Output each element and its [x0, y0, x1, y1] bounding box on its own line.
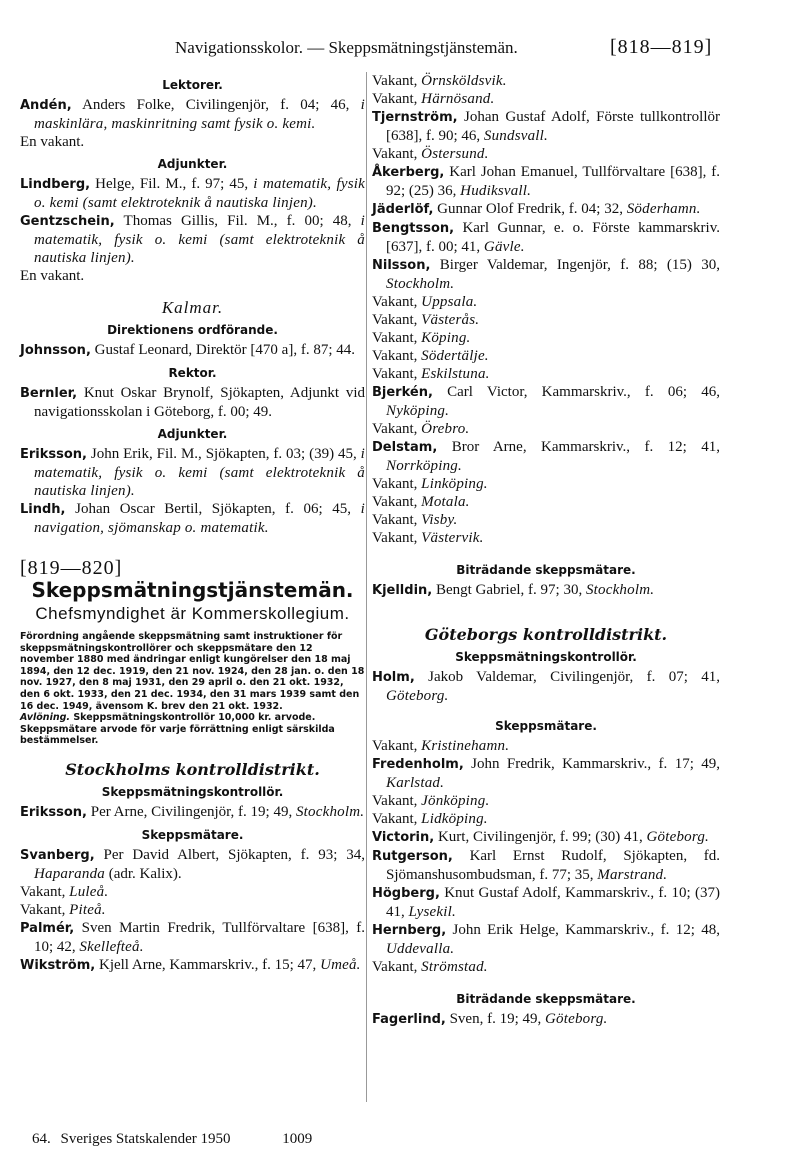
list-item [20, 500, 365, 537]
list-item [372, 884, 720, 921]
entry-text: Vakant, [372, 738, 422, 754]
entry-italic: Stockholm. [295, 803, 365, 820]
list-bitradande-gbg [372, 1010, 720, 1029]
list-adjunkter [20, 175, 365, 285]
person-surname: Eriksson, [20, 447, 87, 462]
entry-tail: (adr. Kalix). [104, 865, 182, 882]
person-surname: Andén, [20, 98, 72, 113]
entry-italic: Umeå. [320, 956, 361, 973]
entry-italic: Stockholm. [585, 582, 655, 598]
entry-italic: Jönköping. [421, 793, 490, 809]
list-item [372, 329, 720, 347]
heading-direktion: Direktionens ordförande. [107, 323, 278, 337]
entry-text: Vakant, [372, 476, 422, 492]
entry-text: En vakant. [20, 268, 85, 284]
footer-page-number: 64. [32, 1131, 51, 1147]
entry-text: Birger Valdemar, Ingenjör, f. 88; (15) 30, [430, 257, 720, 273]
entry-italic: Uppsala. [421, 294, 478, 310]
list-lektorer [20, 96, 365, 151]
entry-text: Vakant, [372, 421, 422, 437]
entry-text: Vakant, [372, 811, 422, 827]
heading-adjunkter-kalmar: Adjunkter. [157, 427, 228, 441]
entry-italic: Göteborg. [646, 829, 709, 845]
entry-text: Vakant, [372, 512, 422, 528]
list-matare-continued [372, 72, 720, 547]
list-item [20, 341, 365, 360]
salary-note [20, 712, 365, 747]
person-surname: Svanberg, [20, 847, 95, 863]
entry-text: Bengt Gabriel, f. 97; 30, [432, 582, 586, 598]
entry-italic: Motala. [421, 494, 470, 510]
list-item [372, 420, 720, 438]
person-surname: Bernler, [20, 386, 78, 401]
entry-italic: Lysekil. [408, 904, 456, 920]
list-item [372, 347, 720, 365]
heading-matare-gbg: Skeppsmätare. [495, 719, 597, 733]
entry-text: Per David Albert, Sjökapten, f. 93; 34, [94, 846, 365, 863]
person-surname: Kjelldin, [372, 583, 433, 598]
entry-text: Vakant, [372, 146, 422, 162]
list-item [372, 219, 720, 256]
entry-text: Carl Victor, Kammarskriv., f. 06; 46, [432, 384, 720, 400]
person-surname: Tjernström, [372, 110, 458, 125]
person-surname: Gentzschein, [20, 214, 115, 229]
heading-kontrollor-sthlm: Skeppsmätningskontrollör. [101, 784, 284, 799]
entry-italic: i maskinlära, maskinritning samt fysik o. kemi. [34, 97, 365, 132]
entry-text: Kjell Arne, Kammarskriv., f. 15; 47, [95, 956, 321, 973]
list-item [372, 293, 720, 311]
person-surname: Bengtsson, [372, 221, 455, 236]
list-matare-sthlm [20, 846, 365, 975]
entry-italic: Strömstad. [421, 959, 488, 975]
list-kontrollor-gbg [372, 668, 720, 705]
entry-italic: Visby. [421, 512, 458, 528]
person-surname: Wikström, [20, 957, 96, 973]
entry-text: Sven Martin Fredrik, Tullförvaltare [638], f. 10; 42, [34, 919, 365, 955]
right-column [372, 72, 720, 1029]
list-item [20, 445, 365, 500]
list-item [372, 200, 720, 219]
list-item [20, 901, 365, 919]
entry-italic: i matematik, fysik o. kemi (samt elektroteknik å nautiska linjen). [34, 446, 365, 499]
section-subtitle: Chefsmyndighet är Kommerskollegium. [35, 604, 350, 623]
list-item [372, 921, 720, 958]
heading-bitradande-sthlm: Biträdande skeppsmätare. [456, 563, 636, 577]
entry-text: Sven, f. 19; 49, [445, 1011, 546, 1027]
list-item [372, 511, 720, 529]
entry-italic: Kristinehamn. [421, 738, 510, 754]
heading-matare-sthlm: Skeppsmätare. [141, 827, 244, 842]
list-adjunkter-kalmar [20, 445, 365, 537]
person-surname: Fredenholm, [372, 757, 464, 772]
section-number: [819—820] [20, 557, 123, 579]
list-item [20, 175, 365, 212]
entry-text: Vakant, [372, 530, 422, 546]
person-surname: Johnsson, [20, 343, 91, 358]
entry-italic: Göteborg. [386, 688, 449, 704]
list-item [372, 668, 720, 705]
entry-text: Vakant, [372, 330, 422, 346]
list-item [372, 792, 720, 810]
heading-bitradande-gbg: Biträdande skeppsmätare. [456, 992, 636, 1006]
person-surname: Victorin, [372, 830, 435, 845]
heading-kalmar: Kalmar. [161, 298, 224, 317]
entry-text: Anders Folke, Civilingenjör, f. 04; 46, [71, 97, 361, 113]
list-item [20, 883, 365, 901]
entry-italic: Västervik. [421, 530, 484, 546]
salary-label: Avlöning. [20, 712, 71, 724]
list-item [20, 384, 365, 421]
list-bitradande-sthlm [372, 581, 720, 600]
entry-text: En vakant. [20, 134, 85, 150]
entry-text: Vakant, [372, 366, 422, 382]
entry-text: Vakant, [20, 883, 70, 900]
entry-text: Kurt, Civilingenjör, f. 99; (30) 41, [434, 829, 647, 845]
list-item [372, 828, 720, 847]
entry-text: John Fredrik, Kammarskriv., f. 17; 49, [463, 756, 720, 772]
list-item [372, 72, 720, 90]
section-title: Skeppsmätningstjänstemän. [31, 578, 354, 602]
list-rektor [20, 384, 365, 421]
list-item [372, 581, 720, 600]
list-item [372, 529, 720, 547]
list-item [372, 1010, 720, 1029]
entry-italic: Södertälje. [421, 348, 489, 364]
person-surname: Nilsson, [372, 258, 431, 273]
list-kontrollor-sthlm [20, 803, 365, 822]
entry-italic: Lidköping. [421, 811, 488, 827]
entry-italic: Karlstad. [386, 775, 445, 791]
heading-adjunkter: Adjunkter. [157, 157, 228, 171]
entry-text: Johan Gustaf Adolf, Förste tullkontrollör [638], f. 90; 46, [386, 109, 720, 144]
entry-text: Knut Gustaf Adolf, Kammarskriv., f. 10; (37) 41, [386, 885, 720, 920]
list-item [372, 365, 720, 383]
list-item [372, 475, 720, 493]
list-item [20, 267, 365, 285]
entry-text: Gunnar Olof Fredrik, f. 04; 32, [433, 201, 627, 217]
footer-publication: Sveriges Statskalender 1950 [60, 1131, 231, 1147]
list-item [372, 383, 720, 420]
list-item [20, 803, 365, 822]
person-surname: Lindberg, [20, 177, 91, 192]
person-surname: Hernberg, [372, 923, 447, 938]
heading-stockholm-district: Stockholms kontrolldistrikt. [65, 759, 320, 779]
entry-text: Helge, Fil. M., f. 97; 45, [90, 176, 254, 192]
entry-italic: Nyköping. [386, 403, 450, 419]
entry-text: Vakant, [372, 348, 422, 364]
entry-italic: Hudiksvall. [460, 183, 532, 199]
entry-text: Bror Arne, Kammarskriv., f. 12; 41, [437, 439, 720, 455]
entry-text: Vakant, [372, 793, 422, 809]
entry-text: Thomas Gillis, Fil. M., f. 00; 48, [114, 213, 361, 229]
list-matare-gbg [372, 737, 720, 976]
entry-italic: Söderhamn. [626, 201, 701, 217]
entry-italic: i navigation, sjömanskap o. matematik. [34, 501, 365, 536]
entry-italic: Stockholm. [386, 276, 455, 292]
person-surname: Jäderlöf, [372, 202, 434, 217]
list-item [372, 438, 720, 475]
running-head-title: Navigationsskolor. — Skeppsmätningstjänstemän. [175, 38, 518, 57]
list-item [20, 846, 365, 883]
entry-text: John Erik, Fil. M., Sjökapten, f. 03; (39) 45, [87, 446, 361, 462]
entry-italic: Sundsvall. [483, 128, 548, 144]
entry-text: Karl Ernst Rudolf, Sjökapten, fd. Sjömanshusombudsman, f. 77; 35, [386, 848, 720, 883]
list-item [372, 108, 720, 145]
entry-text: Vakant, [372, 73, 422, 89]
entry-italic: Göteborg. [545, 1011, 608, 1027]
list-item [372, 737, 720, 755]
entry-italic: Örnsköldsvik. [421, 73, 507, 89]
salary-text: Skeppsmätningskontrollör 10,000 kr. arvode. Skeppsmätare arvode för varje förrättning enligt särskilda bestämmelser. [20, 712, 335, 747]
entry-text: Vakant, [372, 294, 422, 310]
person-surname: Lindh, [20, 502, 66, 517]
person-surname: Åkerberg, [372, 165, 445, 180]
entry-italic: Marstrand. [597, 867, 668, 883]
list-item [372, 163, 720, 200]
entry-italic: Luleå. [69, 883, 109, 900]
entry-italic: Linköping. [421, 476, 488, 492]
entry-text: Vakant, [20, 901, 70, 918]
entry-italic: Örebro. [421, 421, 470, 437]
list-item [20, 956, 365, 975]
entry-text: Vakant, [372, 91, 422, 107]
left-column [20, 72, 365, 975]
person-surname: Palmér, [20, 920, 75, 936]
heading-rektor: Rektor. [168, 366, 217, 380]
regulation-note: Förordning angående skeppsmätning samt instruktioner för skeppsmätningskontrollörer och skeppsmätare den 12 november 1880 med ändringar enligt kungörelser den 18 maj 1894, den 12 dec. 1919, den 21 nov. 1924, den 28 jan. o. den 18 nov. 1927, den 8 maj 1931, den 29 april o. den 21 okt. 1932, den 6 okt. 1933, den 21 dec. 1934, den 31 mars 1939 samt den 16 dec. 1949, ävensom K. brev den 21 okt. 1932. [20, 631, 365, 712]
list-direktion [20, 341, 365, 360]
running-head-pages: [818—819] [610, 36, 713, 58]
list-item [372, 847, 720, 884]
list-item [372, 493, 720, 511]
entry-text: Per Arne, Civilingenjör, f. 19; 49, [87, 803, 296, 820]
entry-text: Jakob Valdemar, Civilingenjör, f. 07; 41, [414, 669, 720, 685]
list-item [20, 96, 365, 133]
list-item [372, 311, 720, 329]
list-item [20, 919, 365, 956]
entry-text: Vakant, [372, 312, 422, 328]
entry-italic: Haparanda [34, 865, 105, 882]
entry-text: John Erik Helge, Kammarskriv., f. 12; 48, [446, 922, 720, 938]
entry-text: Vakant, [372, 494, 422, 510]
entry-italic: Härnösand. [421, 91, 495, 107]
person-surname: Bjerkén, [372, 385, 433, 400]
person-surname: Högberg, [372, 886, 440, 901]
entry-italic: Eskilstuna. [421, 366, 490, 382]
list-item [372, 810, 720, 828]
entry-text: Johan Oscar Bertil, Sjökapten, f. 06; 45, [65, 501, 361, 517]
entry-italic: Gävle. [483, 239, 525, 255]
page-footer [32, 1131, 412, 1148]
person-surname: Delstam, [372, 440, 438, 455]
entry-italic: Piteå. [69, 901, 106, 918]
person-surname: Fagerlind, [372, 1012, 446, 1027]
entry-text: Gustaf Leonard, Direktör [470 a], f. 87; 44. [90, 342, 355, 358]
list-item [372, 256, 720, 293]
entry-italic: i matematik, fysik o. kemi (samt elektroteknik å nautiska linjen). [34, 176, 365, 211]
heading-kontrollor-gbg: Skeppsmätningskontrollör. [455, 650, 637, 664]
entry-italic: i matematik, fysik o. kemi (samt elektroteknik å nautiska linjen). [34, 213, 365, 266]
heading-lektorer: Lektorer. [162, 78, 223, 92]
entry-text: Karl Gunnar, e. o. Förste kammarskriv. [637], f. 00; 41, [386, 220, 720, 255]
column-divider [366, 72, 367, 1102]
entry-text: Karl Johan Emanuel, Tullförvaltare [638], f. 92; (25) 36, [386, 164, 720, 199]
entry-text: Knut Oskar Brynolf, Sjökapten, Adjunkt vid navigationsskolan i Göteborg, f. 00; 49. [34, 385, 365, 420]
list-item [372, 958, 720, 976]
entry-italic: Östersund. [421, 146, 489, 162]
entry-italic: Skellefteå. [79, 938, 144, 955]
list-item [372, 145, 720, 163]
entry-italic: Västerås. [421, 312, 480, 328]
list-item [20, 133, 365, 151]
list-item [372, 90, 720, 108]
entry-italic: Köping. [421, 330, 471, 346]
person-surname: Eriksson, [20, 804, 87, 820]
footer-total-page: 1009 [282, 1131, 313, 1147]
list-item [20, 212, 365, 267]
heading-goteborg-district: Göteborgs kontrolldistrikt. [424, 625, 668, 644]
person-surname: Rutgerson, [372, 849, 453, 864]
entry-italic: Norrköping. [386, 458, 462, 474]
entry-text: Vakant, [372, 959, 422, 975]
list-item [372, 755, 720, 792]
person-surname: Holm, [372, 670, 415, 685]
entry-italic: Uddevalla. [386, 941, 455, 957]
